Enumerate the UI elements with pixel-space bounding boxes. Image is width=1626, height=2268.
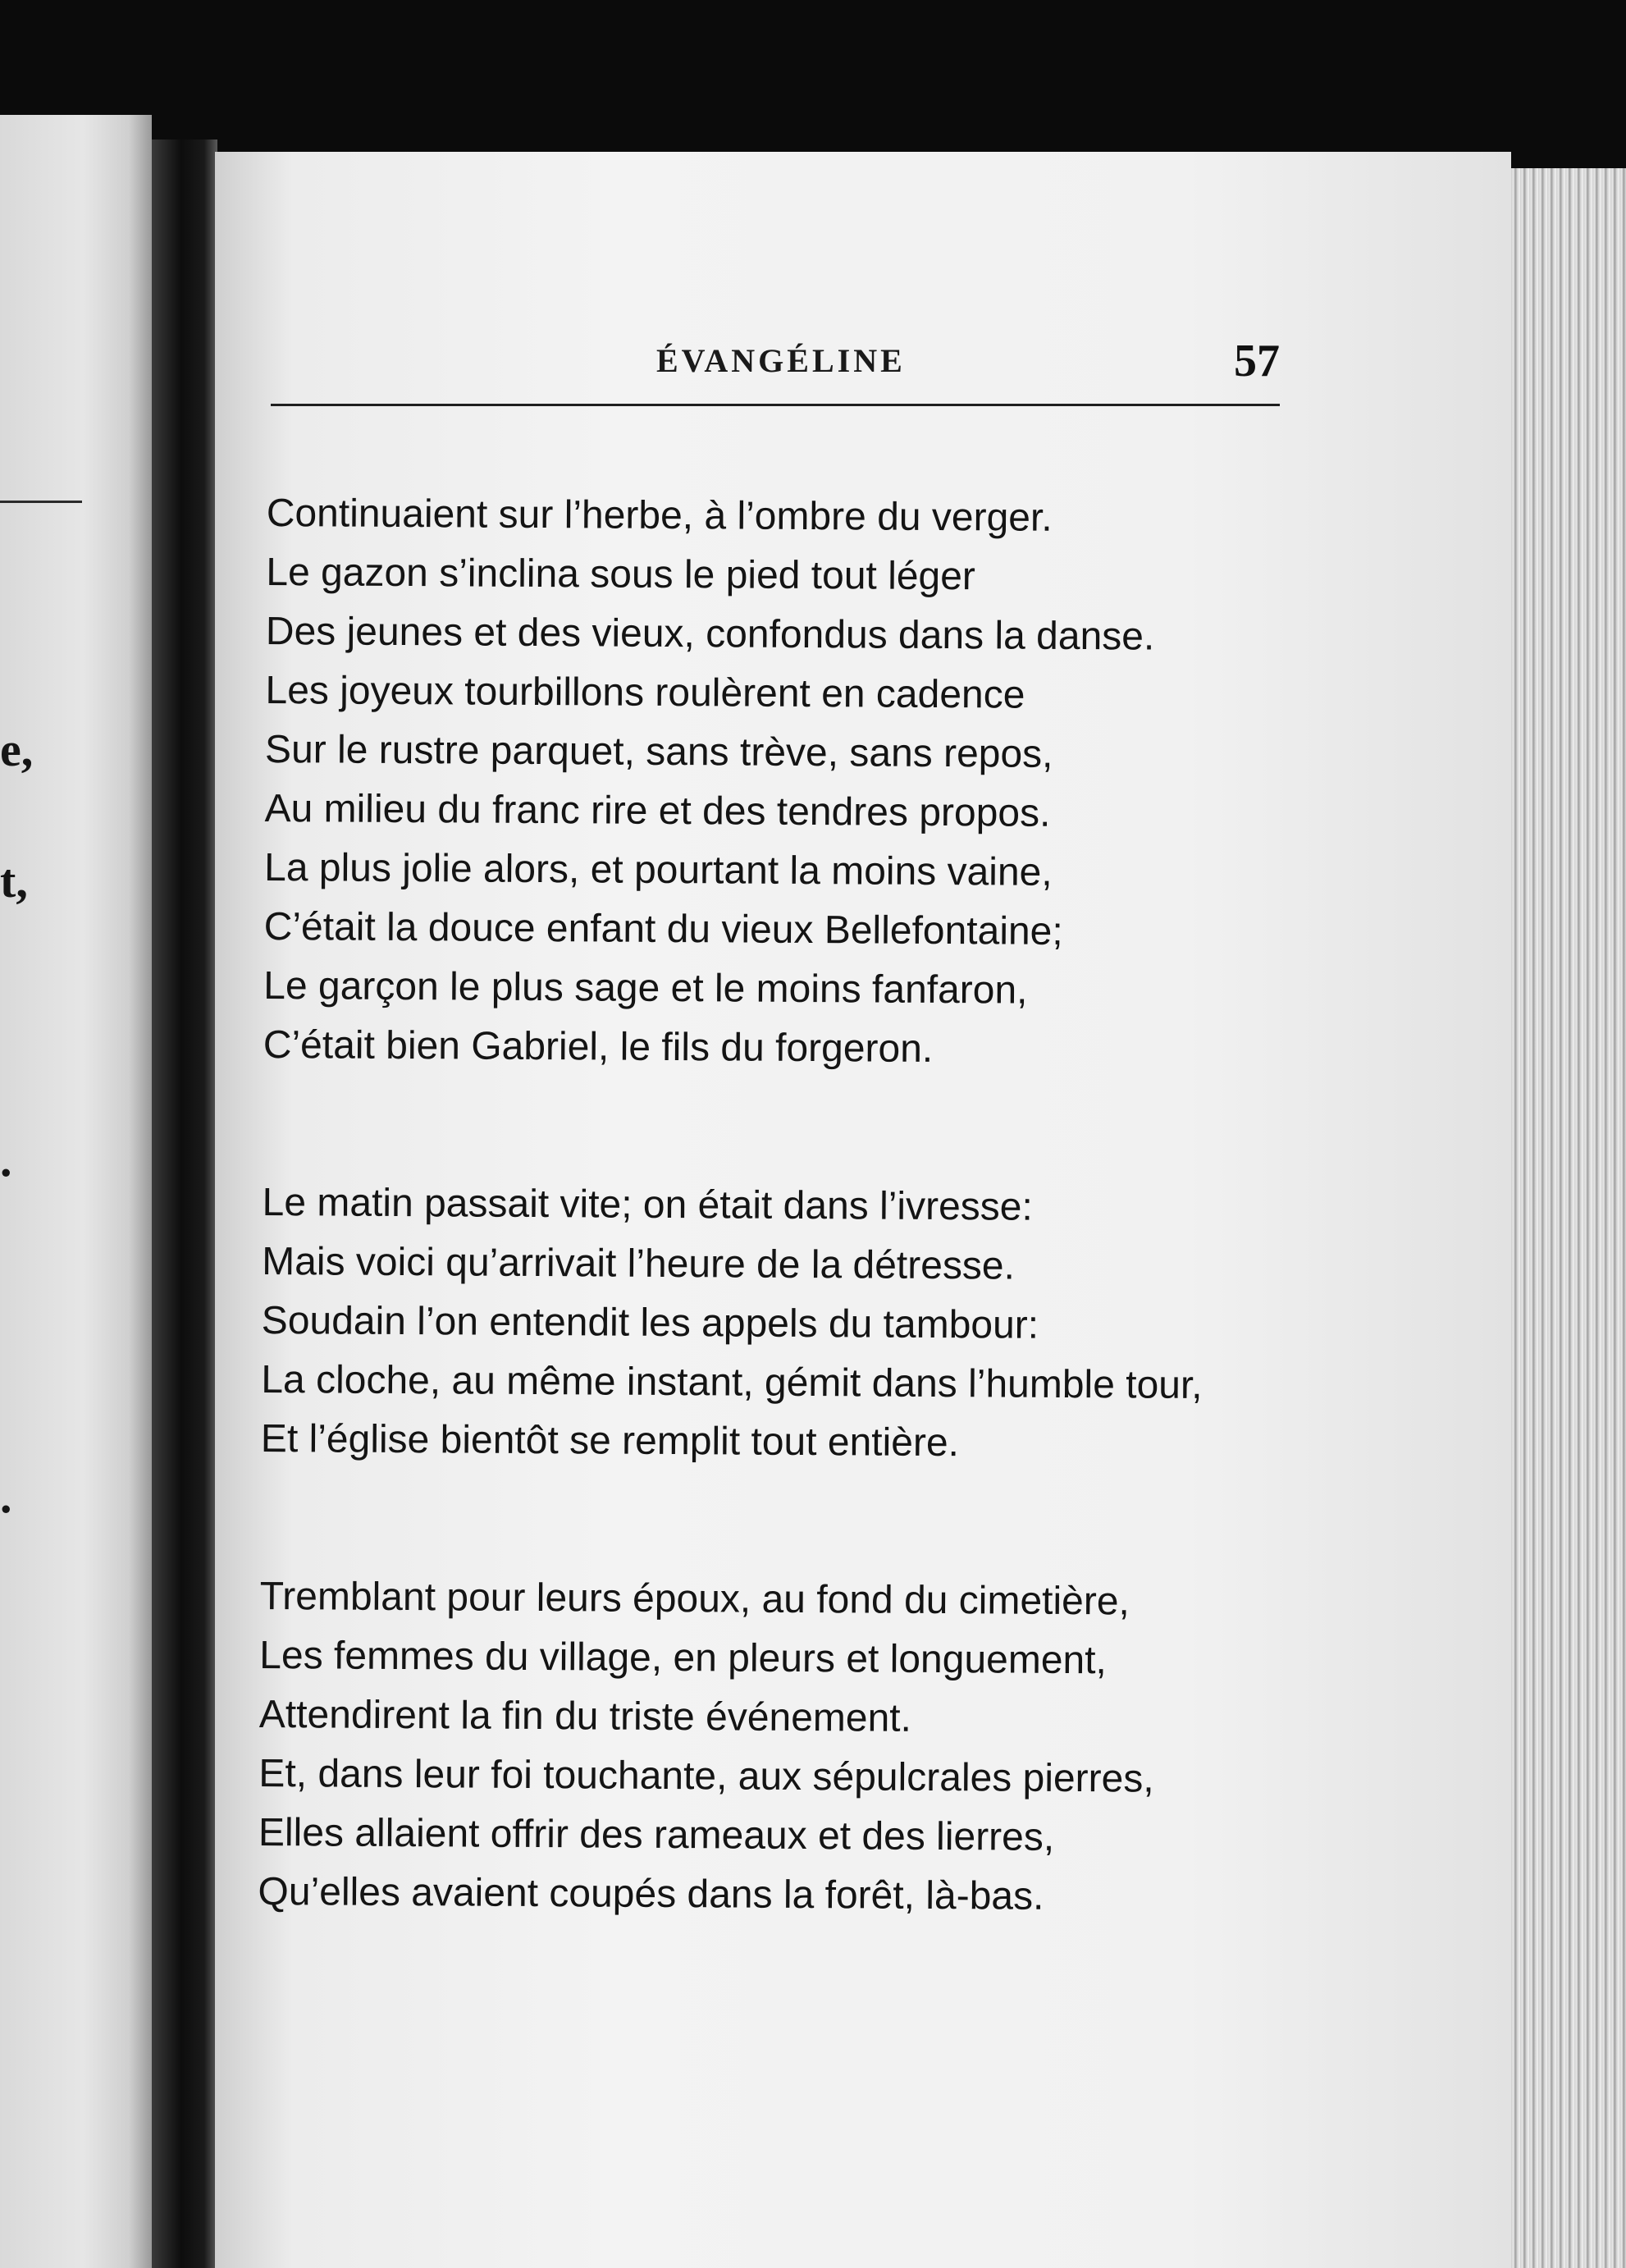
verse-line: Le garçon le plus sage et le moins fanfaron, — [263, 963, 1028, 1013]
left-page-fragment: t, — [0, 854, 28, 908]
verse-line: Attendirent la fin du triste événement. — [258, 1692, 912, 1740]
verse-line: Le matin passait vite; on était dans l’ivresse: — [262, 1180, 1033, 1229]
verse-line: Continuaient sur l’herbe, à l’ombre du verger. — [266, 491, 1053, 540]
left-page-header-rule — [0, 501, 82, 503]
left-page-fragment: . — [0, 1133, 12, 1187]
verse-line: Le gazon s’inclina sous le pied tout léger — [266, 550, 976, 599]
left-facing-page — [0, 115, 152, 2268]
stanza-3 — [258, 1567, 1294, 1928]
verse-line: Elles allaient offrir des rameaux et des lierres, — [258, 1810, 1055, 1859]
verse-line: La plus jolie alors, et pourtant la moins vaine, — [263, 845, 1053, 894]
page-number: 57 — [1234, 336, 1280, 386]
page-edges — [1511, 168, 1626, 2268]
verse-line: Les joyeux tourbillons roulèrent en cadence — [265, 668, 1025, 717]
header-rule — [271, 404, 1280, 406]
verse-line: C’était bien Gabriel, le fils du forgeron. — [263, 1022, 934, 1071]
verse-line: Sur le rustre parquet, sans trève, sans repos, — [264, 727, 1053, 776]
left-page-fragment: . — [0, 1470, 12, 1523]
book-gutter — [152, 139, 217, 2268]
verse-line: Au milieu du franc rire et des tendres propos. — [264, 786, 1051, 835]
verse-line: Soudain l’on entendit les appels du tambour: — [261, 1298, 1039, 1347]
verse-line: La cloche, au même instant, gémit dans l’humble tour, — [261, 1357, 1203, 1407]
verse-line: Mais voici qu’arrivait l’heure de la détresse. — [262, 1239, 1016, 1288]
page-header — [271, 328, 1280, 418]
poem-text — [258, 484, 1300, 1928]
verse-line: Qu’elles avaient coupés dans la forêt, là-bas. — [258, 1869, 1044, 1918]
stanza-1 — [263, 484, 1300, 1081]
verse-line: Tremblant pour leurs époux, au fond du cimetière, — [259, 1574, 1130, 1624]
stanza-2 — [261, 1173, 1296, 1475]
verse-line: Des jeunes et des vieux, confondus dans la danse. — [265, 609, 1155, 659]
verse-line: C’était la douce enfant du vieux Bellefontaine; — [263, 904, 1063, 953]
running-title: ÉVANGÉLINE — [656, 342, 906, 379]
verse-line: Les femmes du village, en pleurs et longuement, — [259, 1633, 1108, 1683]
verse-line: Et l’église bientôt se remplit tout entière. — [260, 1416, 960, 1466]
verse-line: Et, dans leur foi touchante, aux sépulcrales pierres, — [258, 1751, 1154, 1801]
left-page-fragment: e, — [0, 723, 34, 776]
